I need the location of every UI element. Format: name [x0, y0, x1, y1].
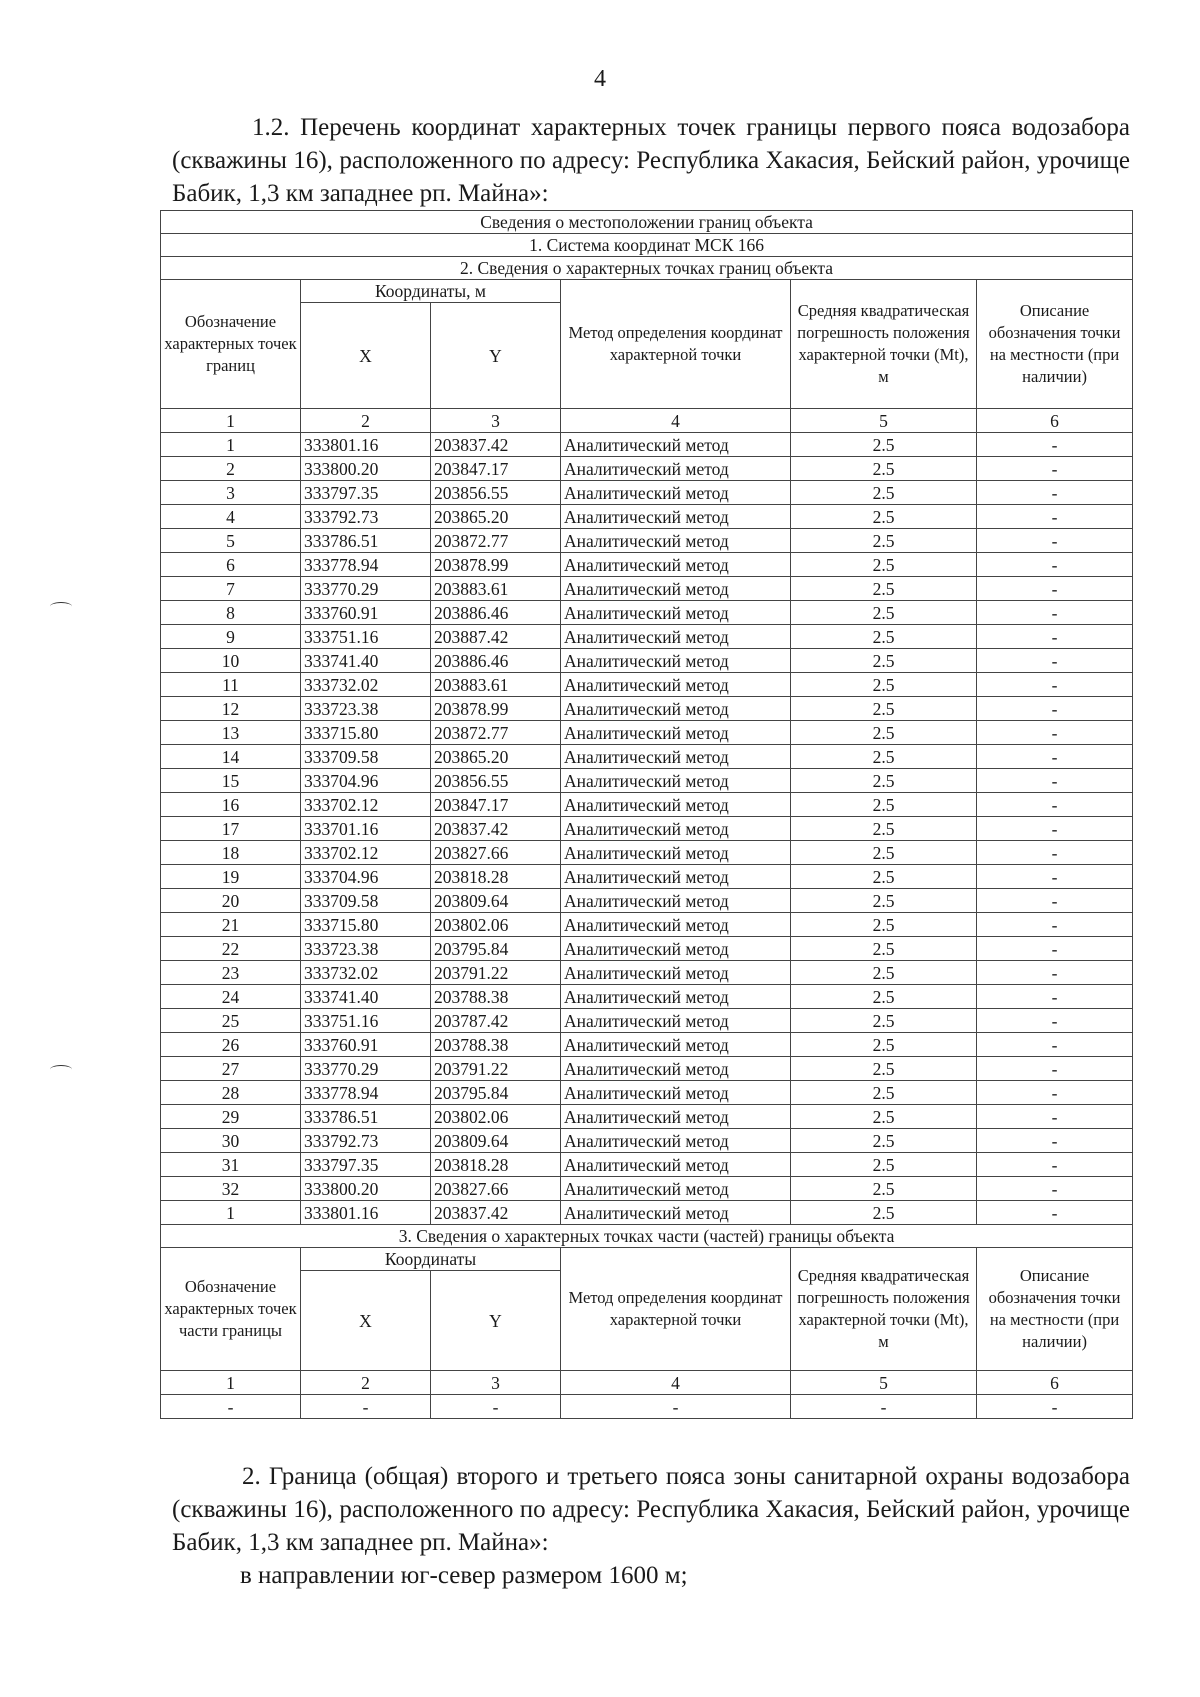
table-cell: - [977, 745, 1133, 769]
table-cell: 10 [161, 649, 301, 673]
table-cell: Аналитический метод [561, 841, 791, 865]
table-cell: 5 [161, 529, 301, 553]
header3-y: Y [431, 1271, 561, 1371]
section-2-title: 2. Сведения о характерных точках границ объекта [161, 257, 1133, 280]
table-cell: 2.5 [791, 1009, 977, 1033]
header3-method: Метод определения координат характерной точки [561, 1248, 791, 1371]
table-cell: 333760.91 [301, 1033, 431, 1057]
table-cell: Аналитический метод [561, 697, 791, 721]
table-row [161, 793, 1133, 817]
table-cell: 20 [161, 889, 301, 913]
empty-cell: - [301, 1395, 431, 1419]
table-cell: 333751.16 [301, 625, 431, 649]
table-cell: 203856.55 [431, 769, 561, 793]
table-cell: 11 [161, 673, 301, 697]
table-cell: 2.5 [791, 961, 977, 985]
table-cell: 2.5 [791, 529, 977, 553]
table-cell: Аналитический метод [561, 793, 791, 817]
table-row [161, 529, 1133, 553]
table-cell: - [977, 1105, 1133, 1129]
table-row [161, 625, 1133, 649]
table-cell: 333770.29 [301, 1057, 431, 1081]
table-cell: 2.5 [791, 577, 977, 601]
table-cell: 333704.96 [301, 769, 431, 793]
column-number: 1 [161, 1371, 301, 1395]
table-cell: - [977, 481, 1133, 505]
table-cell: 2.5 [791, 457, 977, 481]
table-row [161, 721, 1133, 745]
table-cell: - [977, 985, 1133, 1009]
table-cell: Аналитический метод [561, 769, 791, 793]
table-cell: Аналитический метод [561, 625, 791, 649]
table-cell: Аналитический метод [561, 577, 791, 601]
table-cell: 21 [161, 913, 301, 937]
table-cell: Аналитический метод [561, 553, 791, 577]
header3-x: X [301, 1271, 431, 1371]
table-cell: - [977, 625, 1133, 649]
intro-paragraph: 1.2. Перечень координат характерных точек границы первого пояса водозабора (скважины 16), расположенного по адресу: Республика Хакасия, Бейский район, урочище Бабик, 1,3 км западнее рп. Майна»: [172, 114, 1130, 207]
table-cell: Аналитический метод [561, 601, 791, 625]
table-cell: 203865.20 [431, 745, 561, 769]
table-cell: - [977, 457, 1133, 481]
table-cell: 2.5 [791, 433, 977, 457]
table-row [161, 577, 1133, 601]
table-cell: 23 [161, 961, 301, 985]
table-cell: 333800.20 [301, 457, 431, 481]
table-cell: 203872.77 [431, 721, 561, 745]
table-row [161, 745, 1133, 769]
table-cell: 12 [161, 697, 301, 721]
header3-coordinates: Координаты [301, 1248, 561, 1271]
table-row [161, 553, 1133, 577]
table-cell: Аналитический метод [561, 1009, 791, 1033]
table-cell: Аналитический метод [561, 649, 791, 673]
table-cell: 333770.29 [301, 577, 431, 601]
table-cell: 2.5 [791, 1081, 977, 1105]
table-cell: Аналитический метод [561, 913, 791, 937]
column-number: 2 [301, 409, 431, 433]
empty-cell: - [161, 1395, 301, 1419]
table-cell: - [977, 505, 1133, 529]
table-cell: 22 [161, 937, 301, 961]
table-cell: Аналитический метод [561, 1129, 791, 1153]
table-cell: - [977, 937, 1133, 961]
table-cell: Аналитический метод [561, 817, 791, 841]
table-cell: Аналитический метод [561, 985, 791, 1009]
table-cell: 203802.06 [431, 913, 561, 937]
table-cell: 2.5 [791, 481, 977, 505]
table-cell: 2.5 [791, 1033, 977, 1057]
header-description: Описание обозначения точки на местности (при наличии) [977, 280, 1133, 409]
table-cell: 203795.84 [431, 1081, 561, 1105]
table-cell: 2.5 [791, 649, 977, 673]
table-cell: 2.5 [791, 913, 977, 937]
table-cell: 28 [161, 1081, 301, 1105]
table-cell: Аналитический метод [561, 505, 791, 529]
table-cell: 203883.61 [431, 577, 561, 601]
table-row [161, 433, 1133, 457]
table-row [161, 649, 1133, 673]
table-cell: - [977, 433, 1133, 457]
table-cell: - [977, 1129, 1133, 1153]
table-cell: 1 [161, 1201, 301, 1225]
table-cell: Аналитический метод [561, 865, 791, 889]
table-row [161, 1009, 1133, 1033]
table-cell: 333715.80 [301, 721, 431, 745]
coordinates-table [160, 210, 1133, 1419]
section-3-title: 3. Сведения о характерных точках части (частей) границы объекта [161, 1225, 1133, 1248]
table-cell: 203809.64 [431, 889, 561, 913]
table-cell: 333732.02 [301, 673, 431, 697]
empty-cell: - [561, 1395, 791, 1419]
table-cell: 333792.73 [301, 1129, 431, 1153]
table-cell: 2.5 [791, 745, 977, 769]
column-number: 6 [977, 1371, 1133, 1395]
table-cell: 2.5 [791, 1201, 977, 1225]
table-cell: 25 [161, 1009, 301, 1033]
table-row [161, 1033, 1133, 1057]
column-number: 1 [161, 409, 301, 433]
column-numbers-row [161, 1371, 1133, 1395]
table-cell: - [977, 841, 1133, 865]
table-cell: 18 [161, 841, 301, 865]
table-cell: 2.5 [791, 697, 977, 721]
table-row [161, 697, 1133, 721]
table-cell: 333709.58 [301, 745, 431, 769]
table-cell: 203809.64 [431, 1129, 561, 1153]
table-cell: 2.5 [791, 1153, 977, 1177]
table-cell: 2.5 [791, 625, 977, 649]
table-cell: 17 [161, 817, 301, 841]
header3-point-designation: Обозначение характерных точек части границы [161, 1248, 301, 1371]
table-title: Сведения о местоположении границ объекта [161, 211, 1133, 234]
table-row [161, 673, 1133, 697]
table-row [161, 601, 1133, 625]
table-cell: - [977, 889, 1133, 913]
column-number: 5 [791, 409, 977, 433]
table-cell: 2.5 [791, 1129, 977, 1153]
margin-mark [50, 1065, 72, 1074]
paragraph-3: в направлении юг-север размером 1600 м; [240, 1562, 688, 1589]
table-cell: 333778.94 [301, 553, 431, 577]
table-cell: 333741.40 [301, 985, 431, 1009]
table-row [161, 865, 1133, 889]
table-cell: 333715.80 [301, 913, 431, 937]
table-cell: 2.5 [791, 985, 977, 1009]
table-cell: 6 [161, 553, 301, 577]
table-cell: Аналитический метод [561, 937, 791, 961]
table-cell: - [977, 577, 1133, 601]
table-cell: 333704.96 [301, 865, 431, 889]
empty-cell: - [977, 1395, 1133, 1419]
table-cell: 4 [161, 505, 301, 529]
table-cell: 203886.46 [431, 649, 561, 673]
table-cell: Аналитический метод [561, 673, 791, 697]
table-cell: 333786.51 [301, 1105, 431, 1129]
table-cell: - [977, 817, 1133, 841]
table-cell: 203787.42 [431, 1009, 561, 1033]
table-cell: Аналитический метод [561, 1033, 791, 1057]
table-cell: Аналитический метод [561, 1201, 791, 1225]
table-cell: Аналитический метод [561, 481, 791, 505]
table-cell: 30 [161, 1129, 301, 1153]
table-cell: 203791.22 [431, 961, 561, 985]
table-cell: - [977, 1081, 1133, 1105]
table-cell: 7 [161, 577, 301, 601]
table-cell: 203837.42 [431, 817, 561, 841]
table-cell: 203878.99 [431, 697, 561, 721]
table-cell: Аналитический метод [561, 1105, 791, 1129]
table-row [161, 889, 1133, 913]
column-number: 2 [301, 1371, 431, 1395]
table-cell: 2.5 [791, 769, 977, 793]
column-numbers-row [161, 409, 1133, 433]
table-cell: - [977, 1201, 1133, 1225]
header-method: Метод определения координат характерной точки [561, 280, 791, 409]
table-cell: Аналитический метод [561, 889, 791, 913]
table-cell: - [977, 1033, 1133, 1057]
table-cell: - [977, 553, 1133, 577]
header-error: Средняя квадратическая погрешность положения характерной точки (Mt), м [791, 280, 977, 409]
table-cell: 2.5 [791, 889, 977, 913]
table-cell: 26 [161, 1033, 301, 1057]
table-cell: 2.5 [791, 601, 977, 625]
table-cell: 203886.46 [431, 601, 561, 625]
table-cell: 203818.28 [431, 865, 561, 889]
table-row [161, 505, 1133, 529]
table-cell: 333701.16 [301, 817, 431, 841]
table-cell: 203802.06 [431, 1105, 561, 1129]
header-y: Y [431, 303, 561, 409]
table-row [161, 817, 1133, 841]
table-row [161, 1153, 1133, 1177]
table-cell: 2 [161, 457, 301, 481]
table-cell: Аналитический метод [561, 745, 791, 769]
table-cell: 2.5 [791, 721, 977, 745]
table-cell: 333741.40 [301, 649, 431, 673]
paragraph-2: 2. Граница (общая) второго и третьего пояса зоны санитарной охраны водозабора (скважины 16), расположенного по адресу: Республика Хакасия, Бейский район, урочище Бабик, 1,3 км западнее рп. Майна»: [172, 1463, 1130, 1556]
table-cell: - [977, 1009, 1133, 1033]
table-cell: 203791.22 [431, 1057, 561, 1081]
table-cell: 203878.99 [431, 553, 561, 577]
table-cell: 19 [161, 865, 301, 889]
table-cell: 203788.38 [431, 1033, 561, 1057]
empty-row [161, 1395, 1133, 1419]
table-cell: 333801.16 [301, 1201, 431, 1225]
header3-description: Описание обозначения точки на местности (при наличии) [977, 1248, 1133, 1371]
table-cell: - [977, 769, 1133, 793]
table-cell: 333801.16 [301, 433, 431, 457]
table-cell: 333709.58 [301, 889, 431, 913]
table-cell: Аналитический метод [561, 1153, 791, 1177]
table-cell: 203847.17 [431, 793, 561, 817]
table-cell: 203847.17 [431, 457, 561, 481]
table-cell: - [977, 601, 1133, 625]
table-cell: 2.5 [791, 553, 977, 577]
table-cell: 203788.38 [431, 985, 561, 1009]
table-cell: 1 [161, 433, 301, 457]
table-row [161, 481, 1133, 505]
table-cell: 2.5 [791, 937, 977, 961]
table-cell: - [977, 649, 1133, 673]
table-cell: 203865.20 [431, 505, 561, 529]
table-cell: - [977, 1057, 1133, 1081]
table-cell: 29 [161, 1105, 301, 1129]
table-cell: 2.5 [791, 1105, 977, 1129]
table-cell: 32 [161, 1177, 301, 1201]
table-cell: - [977, 673, 1133, 697]
table-cell: 14 [161, 745, 301, 769]
table-cell: 203827.66 [431, 841, 561, 865]
table-cell: 9 [161, 625, 301, 649]
table-cell: 333797.35 [301, 481, 431, 505]
column-number: 5 [791, 1371, 977, 1395]
table-cell: - [977, 961, 1133, 985]
table-cell: 15 [161, 769, 301, 793]
header-coordinates: Координаты, м [301, 280, 561, 303]
table-row [161, 913, 1133, 937]
table-row [161, 937, 1133, 961]
table-row [161, 1057, 1133, 1081]
table-cell: 333760.91 [301, 601, 431, 625]
table-cell: 24 [161, 985, 301, 1009]
table-cell: - [977, 865, 1133, 889]
column-number: 4 [561, 1371, 791, 1395]
margin-mark [50, 602, 72, 611]
table-cell: - [977, 697, 1133, 721]
table-cell: Аналитический метод [561, 1081, 791, 1105]
column-number: 4 [561, 409, 791, 433]
table-cell: - [977, 1177, 1133, 1201]
table-cell: 203827.66 [431, 1177, 561, 1201]
table-row [161, 1105, 1133, 1129]
table-cell: 13 [161, 721, 301, 745]
table-cell: 333797.35 [301, 1153, 431, 1177]
table-cell: 2.5 [791, 865, 977, 889]
table-cell: - [977, 721, 1133, 745]
table-cell: - [977, 913, 1133, 937]
table-row [161, 961, 1133, 985]
table-cell: 333778.94 [301, 1081, 431, 1105]
table-cell: 16 [161, 793, 301, 817]
table-cell: 203872.77 [431, 529, 561, 553]
table-row [161, 985, 1133, 1009]
empty-cell: - [791, 1395, 977, 1419]
table-cell: - [977, 793, 1133, 817]
table-cell: Аналитический метод [561, 529, 791, 553]
table-cell: 31 [161, 1153, 301, 1177]
table-cell: 203837.42 [431, 1201, 561, 1225]
table-cell: 2.5 [791, 793, 977, 817]
header-point-designation: Обозначение характерных точек границ [161, 280, 301, 409]
table-cell: 2.5 [791, 1057, 977, 1081]
column-number: 3 [431, 1371, 561, 1395]
table-cell: 203883.61 [431, 673, 561, 697]
table-cell: Аналитический метод [561, 961, 791, 985]
table-cell: 333702.12 [301, 841, 431, 865]
table-cell: Аналитический метод [561, 721, 791, 745]
table-cell: 203837.42 [431, 433, 561, 457]
table-cell: 2.5 [791, 673, 977, 697]
table-cell: 3 [161, 481, 301, 505]
table-row [161, 457, 1133, 481]
header3-error: Средняя квадратическая погрешность положения характерной точки (Mt), м [791, 1248, 977, 1371]
table-cell: Аналитический метод [561, 1057, 791, 1081]
table-cell: 2.5 [791, 505, 977, 529]
table-cell: 203856.55 [431, 481, 561, 505]
table-cell: 203887.42 [431, 625, 561, 649]
table-cell: - [977, 529, 1133, 553]
empty-cell: - [431, 1395, 561, 1419]
table-cell: 333792.73 [301, 505, 431, 529]
table-cell: 203818.28 [431, 1153, 561, 1177]
table-cell: - [977, 1153, 1133, 1177]
header-x: X [301, 303, 431, 409]
table-row [161, 1081, 1133, 1105]
table-cell: 333786.51 [301, 529, 431, 553]
table-row [161, 1177, 1133, 1201]
table-row [161, 1201, 1133, 1225]
table-cell: Аналитический метод [561, 433, 791, 457]
table-cell: 333723.38 [301, 937, 431, 961]
table-row [161, 769, 1133, 793]
table-cell: 333702.12 [301, 793, 431, 817]
table-cell: 333751.16 [301, 1009, 431, 1033]
table-cell: 2.5 [791, 841, 977, 865]
table-cell: Аналитический метод [561, 457, 791, 481]
coordinate-system: 1. Система координат МСК 166 [161, 234, 1133, 257]
page-number: 4 [594, 66, 606, 92]
table-cell: 333723.38 [301, 697, 431, 721]
table-cell: 2.5 [791, 817, 977, 841]
table-cell: 203795.84 [431, 937, 561, 961]
column-number: 3 [431, 409, 561, 433]
table-cell: Аналитический метод [561, 1177, 791, 1201]
table-row [161, 1129, 1133, 1153]
table-cell: 333732.02 [301, 961, 431, 985]
table-row [161, 841, 1133, 865]
column-number: 6 [977, 409, 1133, 433]
table-cell: 333800.20 [301, 1177, 431, 1201]
table-cell: 27 [161, 1057, 301, 1081]
table-cell: 8 [161, 601, 301, 625]
table-cell: 2.5 [791, 1177, 977, 1201]
